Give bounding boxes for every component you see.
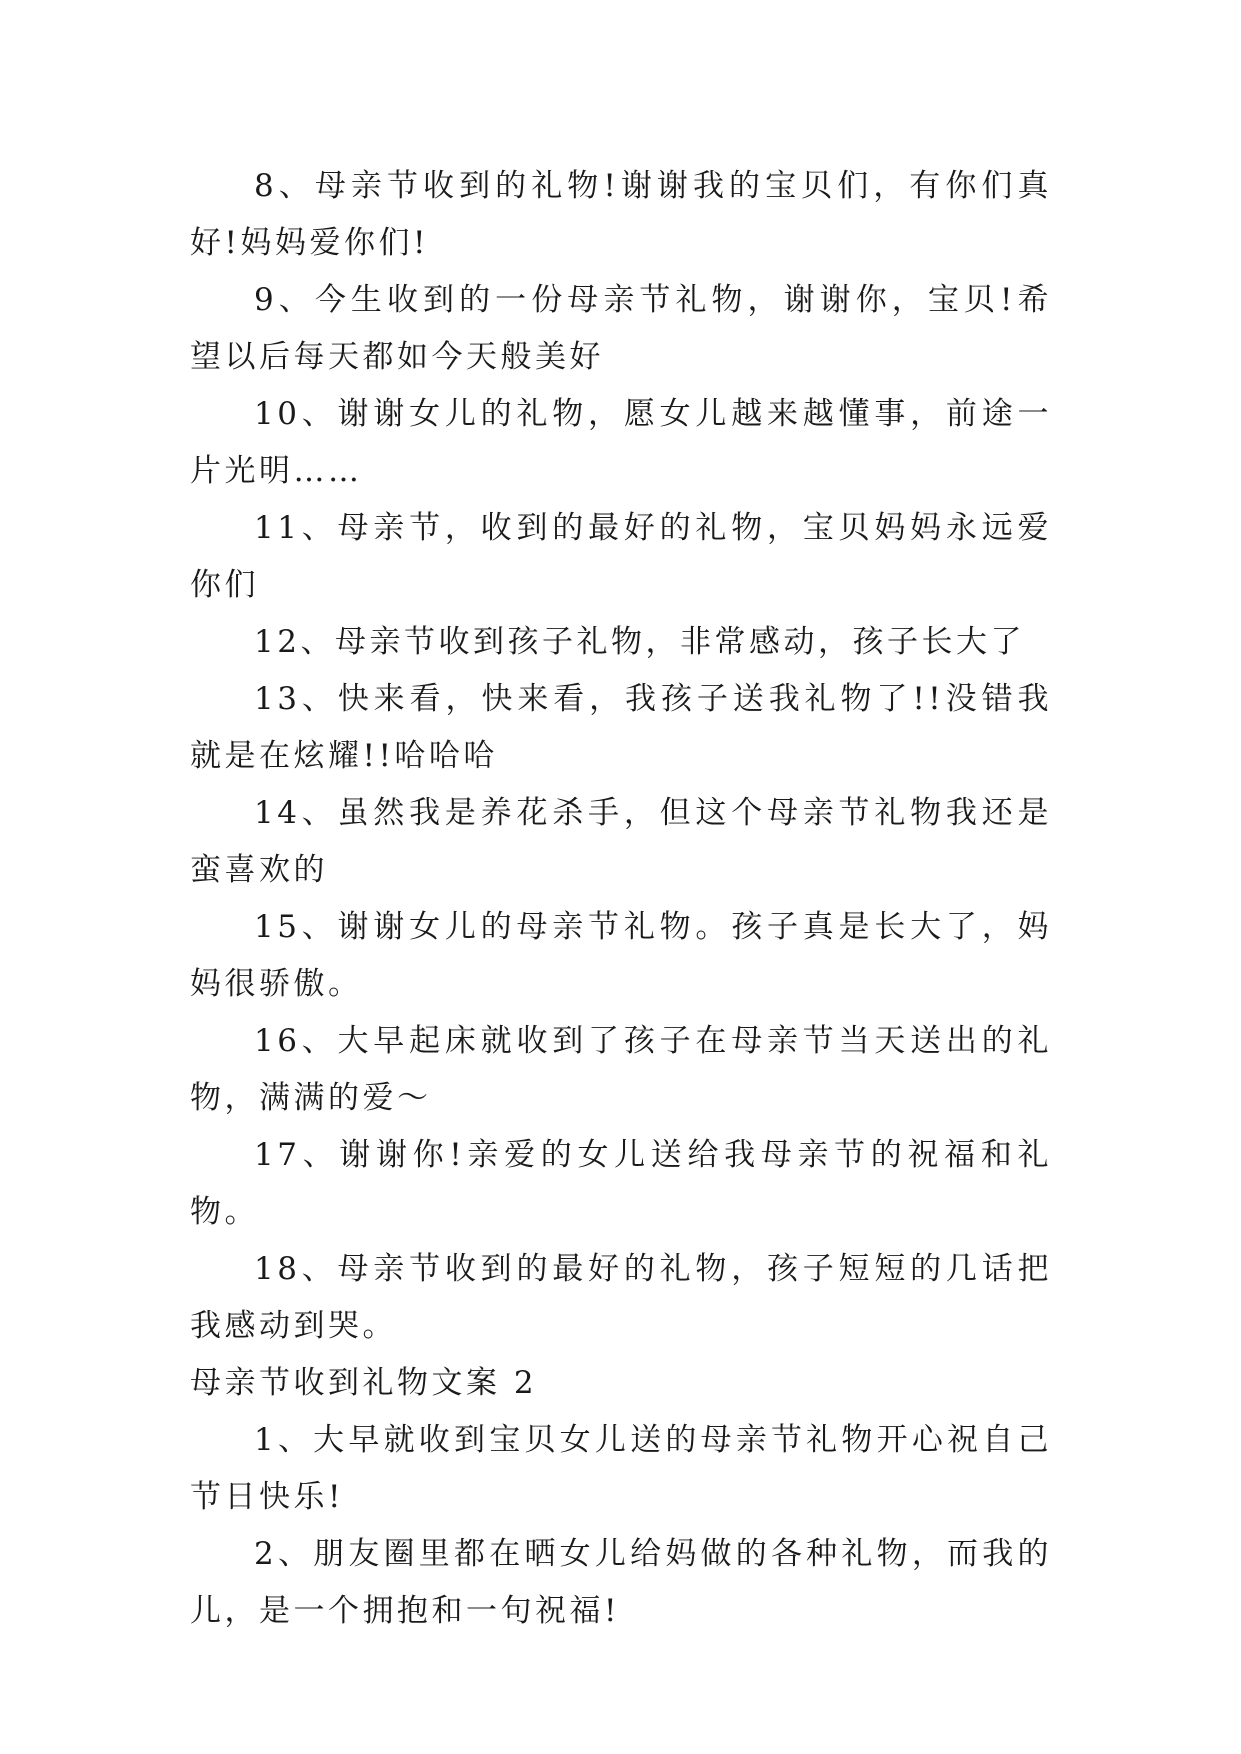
paragraph-item-15: 15、谢谢女儿的母亲节礼物。孩子真是长大了，妈妈很骄傲。 — [190, 909, 1052, 1002]
paragraph-item-14: 14、虽然我是养花杀手，但这个母亲节礼物我还是蛮喜欢的 — [190, 795, 1052, 888]
paragraph-item-12: 12、母亲节收到孩子礼物，非常感动，孩子长大了 — [254, 624, 1025, 660]
paragraph-item-16: 16、大早起床就收到了孩子在母亲节当天送出的礼物，满满的爱～ — [190, 1023, 1052, 1116]
paragraph-item-1: 1、大早就收到宝贝女儿送的母亲节礼物开心祝自己节日快乐! — [190, 1422, 1052, 1515]
section-heading: 母亲节收到礼物文案 2 — [190, 1365, 538, 1401]
paragraph-item-10: 10、谢谢女儿的礼物，愿女儿越来越懂事，前途一片光明…… — [190, 396, 1052, 489]
paragraph-item-11: 11、母亲节，收到的最好的礼物，宝贝妈妈永远爱你们 — [190, 510, 1052, 603]
paragraph-item-18: 18、母亲节收到的最好的礼物，孩子短短的几话把我感动到哭。 — [190, 1251, 1052, 1344]
document-body — [190, 158, 1052, 1640]
paragraph-item-17: 17、谢谢你!亲爱的女儿送给我母亲节的祝福和礼物。 — [190, 1137, 1052, 1230]
paragraph-item-9: 9、今生收到的一份母亲节礼物，谢谢你，宝贝!希望以后每天都如今天般美好 — [190, 282, 1052, 375]
paragraph-item-8: 8、母亲节收到的礼物!谢谢我的宝贝们，有你们真好!妈妈爱你们! — [190, 168, 1052, 261]
paragraph-item-13: 13、快来看，快来看，我孩子送我礼物了!!没错我就是在炫耀!!哈哈哈 — [190, 681, 1052, 774]
paragraph-item-2: 2、朋友圈里都在晒女儿给妈做的各种礼物，而我的儿，是一个拥抱和一句祝福! — [190, 1536, 1052, 1629]
